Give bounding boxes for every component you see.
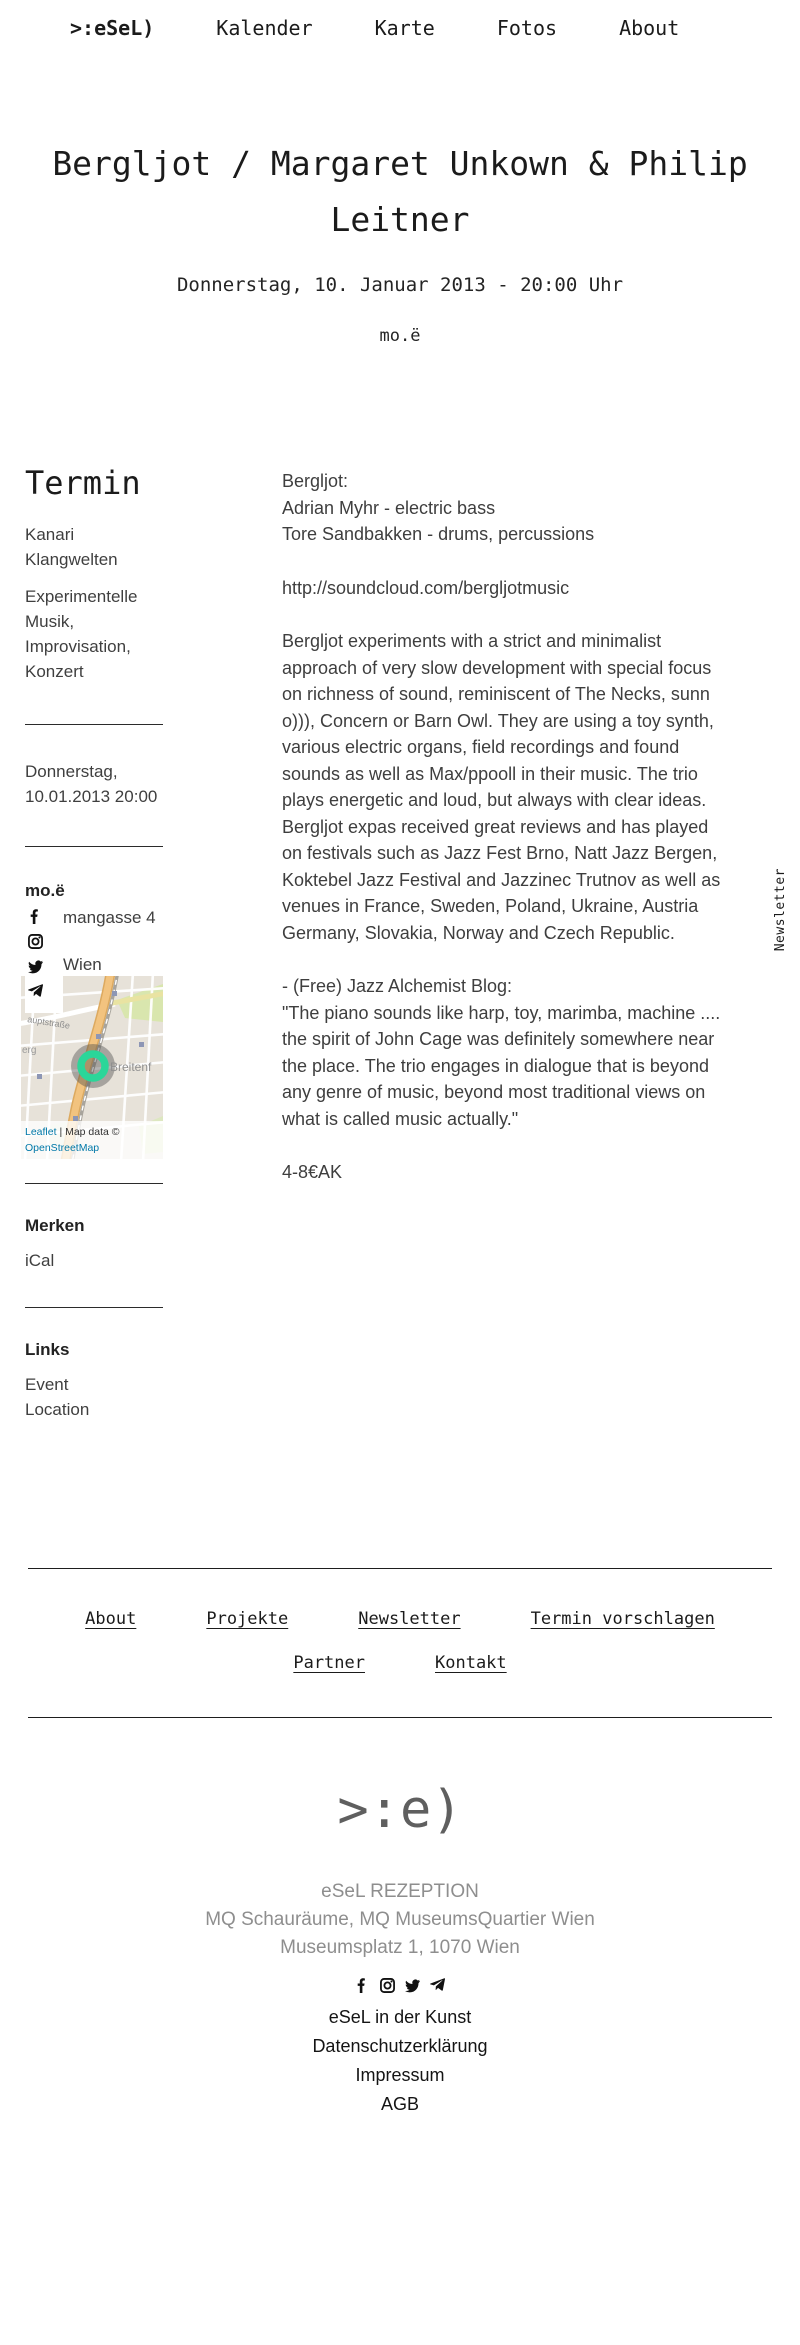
- footer-legal-links: [0, 2003, 800, 2119]
- map-street-label: auptstraße: [26, 1014, 71, 1031]
- footer-org-name: eSeL REZEPTION: [321, 1881, 479, 1902]
- ical-link[interactable]: iCal: [25, 1251, 55, 1270]
- lineup-block: [282, 468, 722, 548]
- footer-org-address-1: MQ Schauräume, MQ MuseumsQuartier Wien: [205, 1909, 595, 1930]
- top-nav: [0, 0, 800, 40]
- venue-name[interactable]: mo.ë: [25, 881, 65, 900]
- nav-item-about[interactable]: About: [619, 16, 680, 40]
- description-paragraph-2: Bergljot expas received great reviews and has played on festivals such as Jazz Fest Brno, Natt Jazz Bergen, Koktebel Jazz Festival and Jazzinec Trutnov as well as venues in France, Sweden, Poland, Ukraine, Austria Germany, Slovakia, Norway and Czech Republic.: [282, 816, 721, 943]
- event-venue-name[interactable]: mo.ë: [379, 326, 421, 346]
- merken-heading: Merken: [25, 1216, 85, 1235]
- nav-item-fotos[interactable]: Fotos: [496, 16, 558, 40]
- page-title-line2: Leitner: [330, 200, 470, 239]
- footer: [0, 1568, 800, 2345]
- facebook-icon[interactable]: [355, 1978, 370, 1993]
- esel-logo[interactable]: >:eSeL): [70, 16, 155, 40]
- price-info: 4-8€AK: [282, 1162, 343, 1182]
- event-datetime: Donnerstag, 10. Januar 2013 - 20:00 Uhr: [176, 274, 624, 296]
- press-quote-source: - (Free) Jazz Alchemist Blog:: [282, 976, 513, 996]
- footer-org-address-2: Museumsplatz 1, 1070 Wien: [280, 1937, 520, 1958]
- termin-heading: Termin: [25, 464, 141, 502]
- footer-link-partner[interactable]: Partner: [293, 1653, 365, 1673]
- map-attribution-text: | Map data ©: [56, 1126, 120, 1138]
- footer-link-agb[interactable]: AGB: [380, 2094, 419, 2114]
- description-paragraph-1: Bergljot experiments with a strict and minimalist approach of very slow development with special focus on richness of sound, reminiscent of The Necks, sunn o))), Concern or Barn Owl. They are using a toy synth, various electric organs, field recordings and found sounds as well as Max/ppooll in their music. The trio plays energetic and loud, but always with clear ideas.: [282, 631, 714, 810]
- footer-nav-row-1: [0, 1609, 800, 1629]
- footer-link-esel-in-der-kunst[interactable]: eSeL in der Kunst: [328, 2007, 472, 2027]
- lineup-member-2: Tore Sandbakken - drums, percussions: [282, 524, 595, 544]
- press-quote-text: "The piano sounds like harp, toy, marimba, machine .... the spirit of John Cage was definitely somewhere near the place. The trio engages in dialogue that is beyond any genre of music, beyond most traditional views on what is called music actually.": [282, 1002, 721, 1129]
- press-quote-block: [282, 973, 722, 1132]
- footer-nav: [0, 1569, 800, 1717]
- esel-footer-logo[interactable]: >:e): [337, 1780, 463, 1840]
- sidebar-date-day: Donnerstag,: [25, 762, 118, 781]
- footer-link-impressum[interactable]: Impressum: [355, 2065, 445, 2085]
- telegram-icon[interactable]: [430, 1978, 445, 1993]
- termin-sidebar: [22, 464, 165, 1422]
- lineup-title: Bergljot:: [282, 471, 349, 491]
- footer-link-datenschutz[interactable]: Datenschutzerklärung: [312, 2036, 488, 2056]
- newsletter-side-tab[interactable]: Newsletter: [773, 868, 788, 952]
- location-link[interactable]: Location: [25, 1400, 90, 1419]
- footer-social-icons: [0, 1978, 800, 1993]
- links-heading: Links: [25, 1340, 70, 1359]
- map-attribution-osm-link[interactable]: OpenStreetMap: [25, 1142, 100, 1154]
- divider: [25, 846, 163, 847]
- divider: [25, 1183, 163, 1184]
- event-description: [282, 464, 722, 1186]
- event-header: [0, 136, 800, 346]
- footer-link-about[interactable]: About: [85, 1609, 137, 1629]
- venue-address-street: mangasse 4: [63, 908, 156, 927]
- divider: [25, 1307, 163, 1308]
- venue-address-city: Wien: [63, 955, 102, 974]
- bottom-footer: [0, 1780, 800, 2345]
- footer-link-kontakt[interactable]: Kontakt: [435, 1653, 507, 1673]
- page-title-line1: Bergljot / Margaret Unkown & Philip: [52, 144, 748, 183]
- map-left-label: erg: [22, 1045, 37, 1056]
- svg-text:Leaflet | Map data ©: [25, 1126, 120, 1138]
- lineup-member-1: Adrian Myhr - electric bass: [282, 497, 496, 518]
- instagram-icon[interactable]: [28, 934, 43, 949]
- content-columns: [0, 464, 800, 1422]
- event-link[interactable]: Event: [25, 1375, 69, 1394]
- map-attribution-leaflet-link[interactable]: Leaflet: [25, 1126, 57, 1138]
- facebook-icon[interactable]: [28, 909, 43, 924]
- map-district-label: Breitenf: [110, 1060, 152, 1074]
- venue-social-icons: [25, 903, 63, 1013]
- footer-link-termin-vorschlagen[interactable]: Termin vorschlagen: [530, 1609, 715, 1629]
- instagram-icon[interactable]: [380, 1978, 395, 1993]
- divider: [25, 724, 163, 725]
- page-title: [0, 136, 800, 248]
- sidebar-date-time: 10.01.2013 20:00: [25, 787, 158, 806]
- nav-item-kalender[interactable]: Kalender: [216, 16, 313, 40]
- event-series[interactable]: Kanari Klangwelten: [25, 525, 118, 569]
- footer-nav-row-2: [0, 1653, 800, 1673]
- twitter-icon[interactable]: [405, 1978, 420, 1993]
- twitter-icon[interactable]: [28, 959, 43, 974]
- soundcloud-link[interactable]: http://soundcloud.com/bergljotmusic: [282, 577, 570, 598]
- telegram-icon[interactable]: [28, 984, 43, 999]
- footer-divider-bottom: [28, 1717, 772, 1718]
- nav-item-karte[interactable]: Karte: [374, 16, 435, 40]
- footer-link-projekte[interactable]: Projekte: [206, 1609, 289, 1629]
- footer-link-newsletter[interactable]: Newsletter: [358, 1609, 461, 1629]
- sidebar-date: [25, 759, 165, 809]
- event-categories[interactable]: Experimentelle Musik, Improvisation, Konzert: [25, 587, 138, 681]
